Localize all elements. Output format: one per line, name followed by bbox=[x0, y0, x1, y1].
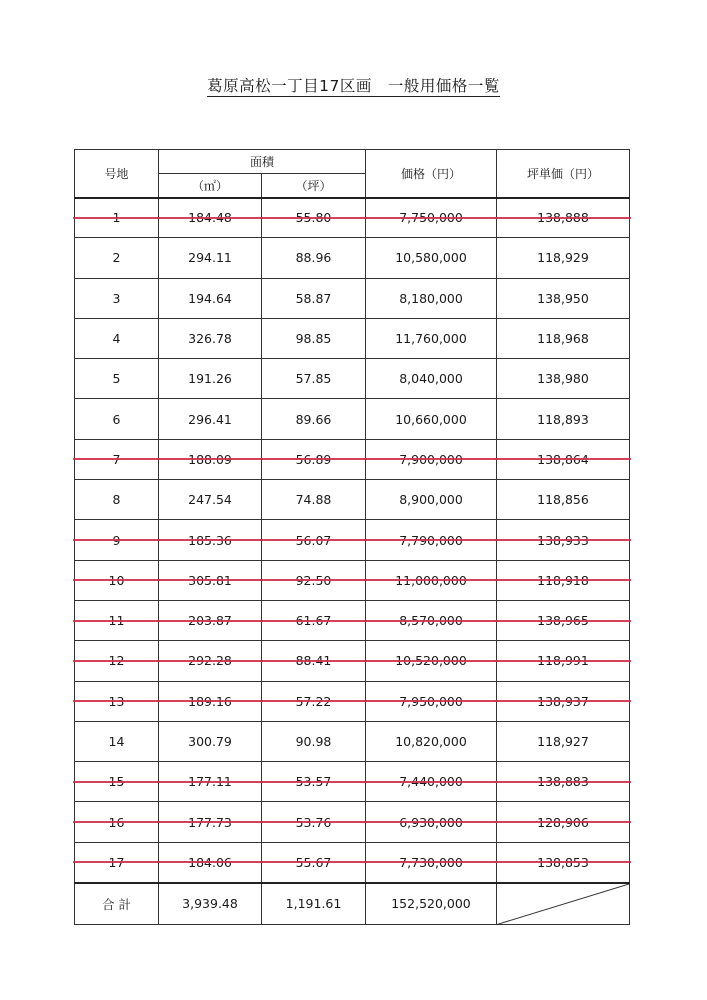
cell-area-tsubo bbox=[262, 439, 366, 479]
sold-strike-mark bbox=[260, 700, 367, 702]
cell-unit-price: 118,968 bbox=[497, 318, 630, 358]
total-row bbox=[75, 883, 630, 925]
cell-area-sqm: 247.54 bbox=[159, 480, 262, 520]
table-row bbox=[75, 399, 630, 439]
table-row bbox=[75, 480, 630, 520]
cell-unit-price bbox=[497, 439, 630, 479]
sold-strike-mark bbox=[73, 821, 160, 823]
cell-area-tsubo bbox=[262, 198, 366, 238]
cell-area-sqm bbox=[159, 802, 262, 842]
cell-unit-price: 118,893 bbox=[497, 399, 630, 439]
sold-strike-mark bbox=[157, 660, 263, 662]
cell-lot: 6 bbox=[75, 399, 159, 439]
cell-lot bbox=[75, 520, 159, 560]
table-row bbox=[75, 238, 630, 278]
cell-price: 8,180,000 bbox=[366, 278, 497, 318]
sold-strike-mark bbox=[364, 660, 498, 662]
cell-area-sqm bbox=[159, 762, 262, 802]
cell-price bbox=[366, 802, 497, 842]
cell-area-sqm bbox=[159, 198, 262, 238]
cell-unit-price bbox=[497, 560, 630, 600]
cell-lot bbox=[75, 560, 159, 600]
sold-strike-mark bbox=[364, 539, 498, 541]
sold-strike-mark bbox=[495, 579, 631, 581]
sold-strike-mark bbox=[157, 458, 263, 460]
sold-strike-mark bbox=[260, 620, 367, 622]
table-row bbox=[75, 681, 630, 721]
sold-strike-mark bbox=[495, 620, 631, 622]
cell-area-sqm bbox=[159, 560, 262, 600]
cell-area-tsubo: 88.96 bbox=[262, 238, 366, 278]
cell-price bbox=[366, 842, 497, 882]
sold-strike-mark bbox=[495, 821, 631, 823]
sold-strike-mark bbox=[73, 700, 160, 702]
sold-strike-mark bbox=[364, 620, 498, 622]
table-body bbox=[75, 198, 630, 883]
sold-strike-mark bbox=[73, 620, 160, 622]
sold-strike-mark bbox=[364, 217, 498, 219]
sold-strike-mark bbox=[260, 781, 367, 783]
total-sqm: 3,939.48 bbox=[159, 883, 262, 925]
sold-strike-mark bbox=[73, 660, 160, 662]
cell-area-tsubo: 98.85 bbox=[262, 318, 366, 358]
sold-strike-mark bbox=[157, 781, 263, 783]
table-row bbox=[75, 641, 630, 681]
table-row bbox=[75, 439, 630, 479]
cell-area-tsubo bbox=[262, 641, 366, 681]
sold-strike-mark bbox=[260, 217, 367, 219]
table-row bbox=[75, 520, 630, 560]
cell-price: 8,900,000 bbox=[366, 480, 497, 520]
cell-unit-price bbox=[497, 842, 630, 882]
cell-price bbox=[366, 520, 497, 560]
sold-strike-mark bbox=[260, 821, 367, 823]
sold-strike-mark bbox=[157, 620, 263, 622]
cell-price bbox=[366, 198, 497, 238]
cell-unit-price bbox=[497, 681, 630, 721]
cell-price bbox=[366, 641, 497, 681]
sold-strike-mark bbox=[260, 861, 367, 863]
cell-price bbox=[366, 439, 497, 479]
header-area-tsubo: （坪） bbox=[262, 174, 366, 198]
sold-strike-mark bbox=[495, 217, 631, 219]
cell-area-tsubo: 89.66 bbox=[262, 399, 366, 439]
cell-area-tsubo bbox=[262, 681, 366, 721]
table-row bbox=[75, 802, 630, 842]
sold-strike-mark bbox=[364, 861, 498, 863]
cell-area-tsubo: 57.85 bbox=[262, 359, 366, 399]
cell-area-sqm bbox=[159, 600, 262, 640]
cell-area-tsubo bbox=[262, 842, 366, 882]
sold-strike-mark bbox=[495, 781, 631, 783]
sold-strike-mark bbox=[364, 821, 498, 823]
sold-strike-mark bbox=[260, 660, 367, 662]
cell-unit-price: 138,950 bbox=[497, 278, 630, 318]
table-row bbox=[75, 560, 630, 600]
header-area-sqm: （㎡） bbox=[159, 174, 262, 198]
cell-area-sqm bbox=[159, 520, 262, 560]
sold-strike-mark bbox=[73, 861, 160, 863]
cell-area-tsubo: 74.88 bbox=[262, 480, 366, 520]
cell-lot: 14 bbox=[75, 721, 159, 761]
cell-lot bbox=[75, 762, 159, 802]
cell-area-sqm bbox=[159, 641, 262, 681]
cell-price bbox=[366, 681, 497, 721]
total-tsubo: 1,191.61 bbox=[262, 883, 366, 925]
sold-strike-mark bbox=[73, 539, 160, 541]
header-unit-price: 坪単価（円） bbox=[497, 150, 630, 198]
cell-lot: 8 bbox=[75, 480, 159, 520]
sold-strike-mark bbox=[495, 458, 631, 460]
sold-strike-mark bbox=[73, 217, 160, 219]
cell-price: 10,820,000 bbox=[366, 721, 497, 761]
sold-strike-mark bbox=[157, 821, 263, 823]
sold-strike-mark bbox=[260, 458, 367, 460]
cell-lot: 5 bbox=[75, 359, 159, 399]
table-row bbox=[75, 198, 630, 238]
total-unit-empty bbox=[497, 883, 630, 925]
table-row bbox=[75, 842, 630, 882]
price-table bbox=[74, 149, 630, 925]
table-row bbox=[75, 359, 630, 399]
cell-unit-price: 138,980 bbox=[497, 359, 630, 399]
sold-strike-mark bbox=[260, 539, 367, 541]
cell-lot bbox=[75, 681, 159, 721]
cell-lot: 4 bbox=[75, 318, 159, 358]
header-area: 面積 bbox=[159, 150, 366, 174]
table-row bbox=[75, 721, 630, 761]
sold-strike-mark bbox=[495, 660, 631, 662]
cell-price: 8,040,000 bbox=[366, 359, 497, 399]
cell-area-tsubo bbox=[262, 802, 366, 842]
sold-strike-mark bbox=[495, 700, 631, 702]
sold-strike-mark bbox=[260, 579, 367, 581]
table-row bbox=[75, 278, 630, 318]
sold-strike-mark bbox=[157, 579, 263, 581]
table-row bbox=[75, 600, 630, 640]
cell-area-sqm: 296.41 bbox=[159, 399, 262, 439]
cell-lot bbox=[75, 641, 159, 681]
cell-area-sqm bbox=[159, 842, 262, 882]
sold-strike-mark bbox=[73, 579, 160, 581]
diagonal-slash bbox=[497, 884, 629, 925]
cell-unit-price bbox=[497, 520, 630, 560]
sold-strike-mark bbox=[157, 861, 263, 863]
cell-unit-price bbox=[497, 198, 630, 238]
cell-area-tsubo: 58.87 bbox=[262, 278, 366, 318]
total-price: 152,520,000 bbox=[366, 883, 497, 925]
cell-lot: 2 bbox=[75, 238, 159, 278]
cell-area-sqm: 326.78 bbox=[159, 318, 262, 358]
sold-strike-mark bbox=[364, 579, 498, 581]
cell-lot bbox=[75, 600, 159, 640]
total-label: 合 計 bbox=[75, 883, 159, 925]
cell-price bbox=[366, 600, 497, 640]
page-title-text: 葛原高松一丁目17区画 一般用価格一覧 bbox=[207, 77, 500, 95]
cell-price: 11,760,000 bbox=[366, 318, 497, 358]
cell-area-sqm: 294.11 bbox=[159, 238, 262, 278]
sold-strike-mark bbox=[157, 539, 263, 541]
cell-area-tsubo bbox=[262, 520, 366, 560]
cell-unit-price bbox=[497, 641, 630, 681]
cell-unit-price: 118,856 bbox=[497, 480, 630, 520]
cell-area-sqm: 191.26 bbox=[159, 359, 262, 399]
cell-area-tsubo: 90.98 bbox=[262, 721, 366, 761]
sold-strike-mark bbox=[157, 217, 263, 219]
sold-strike-mark bbox=[364, 458, 498, 460]
page-title bbox=[0, 74, 707, 96]
cell-lot bbox=[75, 198, 159, 238]
cell-lot bbox=[75, 842, 159, 882]
cell-unit-price bbox=[497, 802, 630, 842]
cell-lot: 3 bbox=[75, 278, 159, 318]
cell-area-tsubo bbox=[262, 762, 366, 802]
sold-strike-mark bbox=[495, 539, 631, 541]
cell-area-sqm bbox=[159, 439, 262, 479]
cell-area-sqm: 194.64 bbox=[159, 278, 262, 318]
cell-area-sqm bbox=[159, 681, 262, 721]
header-price: 価格（円） bbox=[366, 150, 497, 198]
cell-lot bbox=[75, 802, 159, 842]
table-row bbox=[75, 318, 630, 358]
cell-price bbox=[366, 762, 497, 802]
cell-price: 10,580,000 bbox=[366, 238, 497, 278]
cell-unit-price bbox=[497, 762, 630, 802]
header-lot: 号地 bbox=[75, 150, 159, 198]
cell-unit-price bbox=[497, 600, 630, 640]
cell-unit-price: 118,929 bbox=[497, 238, 630, 278]
sold-strike-mark bbox=[364, 781, 498, 783]
cell-price: 10,660,000 bbox=[366, 399, 497, 439]
cell-area-tsubo bbox=[262, 600, 366, 640]
table-row bbox=[75, 762, 630, 802]
sold-strike-mark bbox=[157, 700, 263, 702]
cell-lot bbox=[75, 439, 159, 479]
cell-price bbox=[366, 560, 497, 600]
cell-area-sqm: 300.79 bbox=[159, 721, 262, 761]
sold-strike-mark bbox=[73, 458, 160, 460]
sold-strike-mark bbox=[73, 781, 160, 783]
sold-strike-mark bbox=[364, 700, 498, 702]
cell-area-tsubo bbox=[262, 560, 366, 600]
cell-unit-price: 118,927 bbox=[497, 721, 630, 761]
sold-strike-mark bbox=[495, 861, 631, 863]
